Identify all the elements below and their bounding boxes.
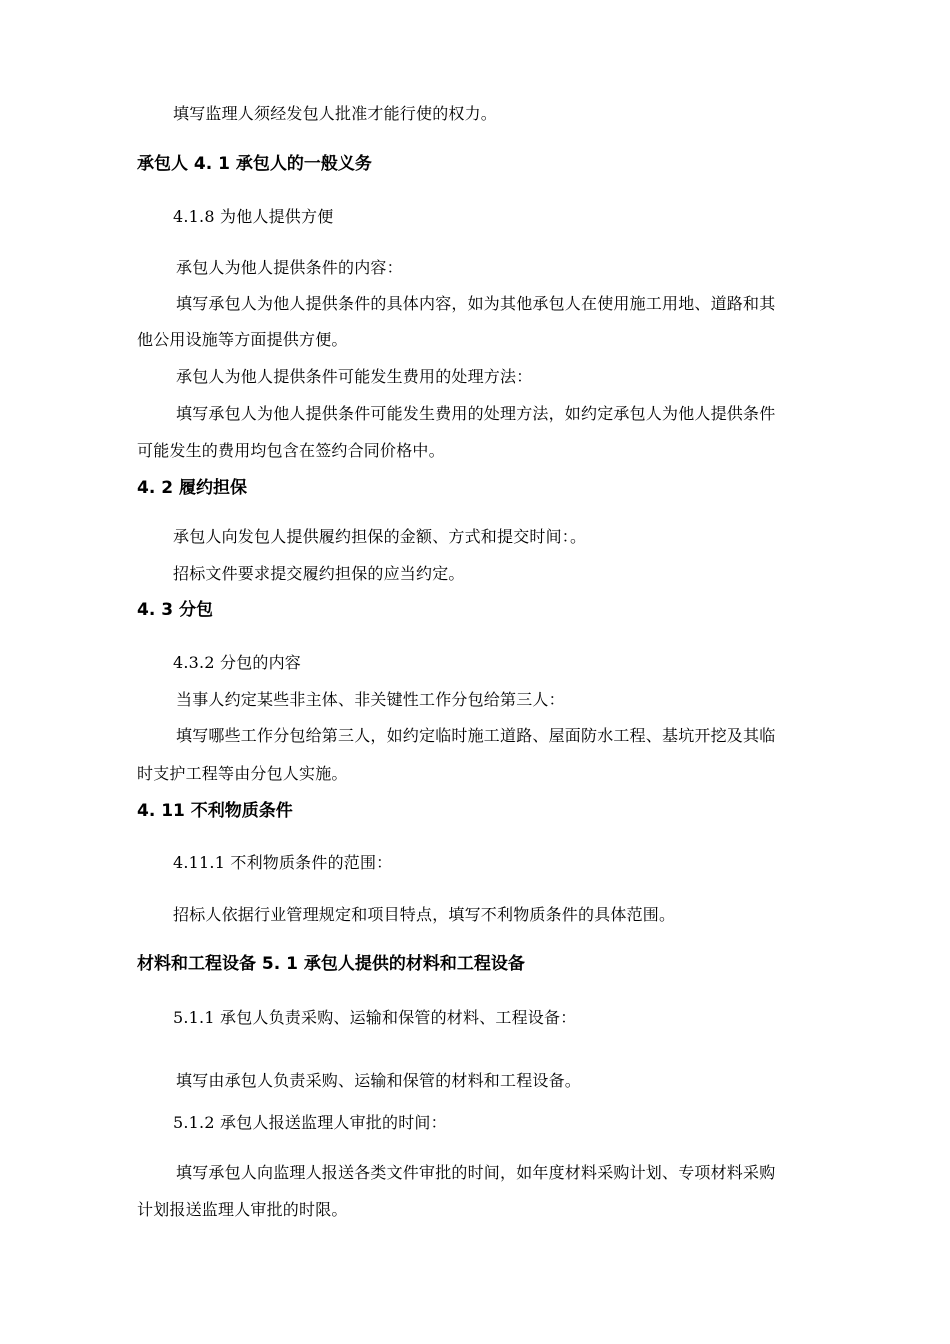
section-heading: 4. 2 履约担保 bbox=[137, 478, 247, 498]
paragraph-line: 填写由承包人负责采购、运输和保管的材料和工程设备。 bbox=[176, 1071, 582, 1090]
paragraph-line: 招标文件要求提交履约担保的应当约定。 bbox=[173, 564, 465, 583]
subsection-heading: 4.11.1 不利物质条件的范围： bbox=[173, 853, 393, 872]
paragraph-line: 填写监理人须经发包人批准才能行使的权力。 bbox=[173, 104, 498, 123]
section-heading: 4. 3 分包 bbox=[137, 600, 213, 620]
paragraph-line: 计划报送监理人审批的时限。 bbox=[137, 1200, 348, 1219]
section-heading: 材料和工程设备 5. 1 承包人提供的材料和工程设备 bbox=[137, 954, 525, 974]
section-heading: 承包人 4. 1 承包人的一般义务 bbox=[137, 154, 372, 174]
paragraph-line: 承包人为他人提供条件可能发生费用的处理方法： bbox=[176, 367, 533, 386]
subsection-heading: 4.1.8 为他人提供方便 bbox=[173, 207, 334, 226]
paragraph-line: 招标人依据行业管理规定和项目特点，填写不利物质条件的具体范围。 bbox=[173, 905, 676, 924]
paragraph-line: 时支护工程等由分包人实施。 bbox=[137, 764, 348, 783]
subsection-heading: 4.3.2 分包的内容 bbox=[173, 653, 301, 672]
paragraph-line: 填写承包人为他人提供条件的具体内容，如为其他承包人在使用施工用地、道路和其 bbox=[176, 294, 776, 313]
paragraph-line: 承包人为他人提供条件的内容： bbox=[176, 258, 403, 277]
section-heading: 4. 11 不利物质条件 bbox=[137, 801, 293, 821]
subsection-heading: 5.1.2 承包人报送监理人审批的时间： bbox=[173, 1113, 447, 1132]
paragraph-line: 当事人约定某些非主体、非关键性工作分包给第三人： bbox=[176, 690, 565, 709]
paragraph-line: 填写承包人为他人提供条件可能发生费用的处理方法，如约定承包人为他人提供条件 bbox=[176, 404, 776, 423]
paragraph-line: 可能发生的费用均包含在签约合同价格中。 bbox=[137, 441, 445, 460]
paragraph-line: 他公用设施等方面提供方便。 bbox=[137, 330, 348, 349]
paragraph-line: 填写承包人向监理人报送各类文件审批的时间，如年度材料采购计划、专项材料采购 bbox=[176, 1163, 776, 1182]
paragraph-line: 填写哪些工作分包给第三人，如约定临时施工道路、屋面防水工程、基坑开挖及其临 bbox=[176, 726, 776, 745]
paragraph-line: 承包人向发包人提供履约担保的金额、方式和提交时间：。 bbox=[173, 527, 587, 546]
subsection-heading: 5.1.1 承包人负责采购、运输和保管的材料、工程设备： bbox=[173, 1008, 577, 1027]
